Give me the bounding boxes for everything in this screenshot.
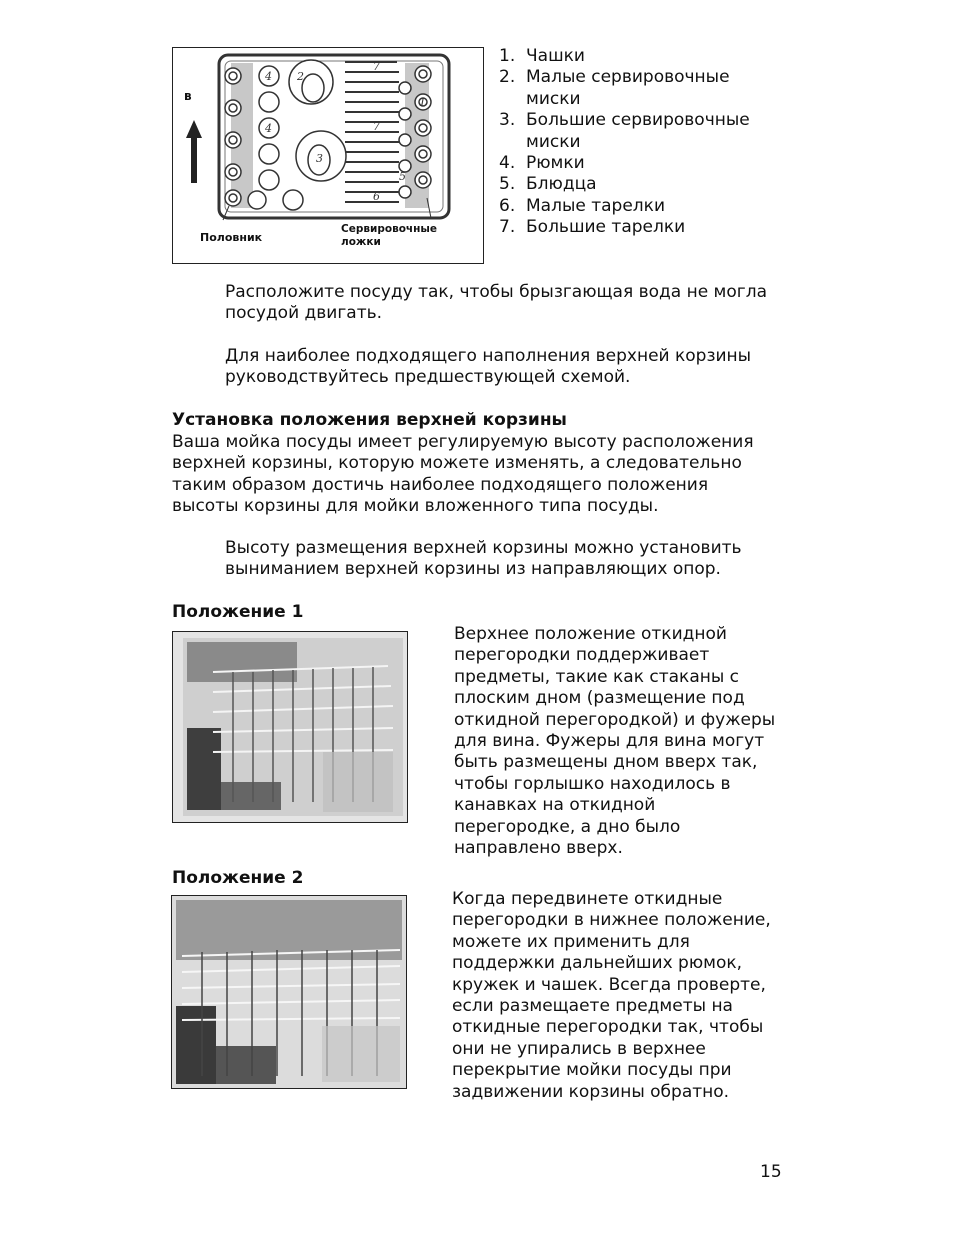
direction-label: в [184,89,192,103]
legend-item: 3. Большие сервировочные миски [499,110,750,152]
legend-item: 7. Большие тарелки [499,217,686,238]
basket-photo-1 [173,632,407,822]
diagram-number: 4 [265,70,272,83]
diagram-number: 3 [316,152,323,165]
position2-heading: Положение 2 [172,868,304,888]
position1-photo [172,631,408,823]
diagram-number: 4 [265,122,272,135]
legend-list [499,46,750,239]
legend-item: 6. Малые тарелки [499,195,665,216]
position1-text: Верхнее положение откидной перегородки поддерживает предметы, такие как стаканы с плоским дном (размещение под откидной перегородкой) и фужеры для вина. Фужеры для вина могут быть размещены дном вверх так, чтобы горлышко находилось в канавках на откидной перегородке, а дно было направлено вверх. [454,624,776,859]
diagram-number: 7 [373,120,380,133]
position2-photo [171,895,407,1089]
ladle-label: Половник [200,231,263,244]
arrange-paragraph: Расположите посуду так, чтобы брызгающая вода не могла посудой двигать. [225,282,767,324]
basket-photo-2 [172,896,406,1088]
legend-item: 4. Рюмки [499,153,585,174]
section-body: Ваша мойка посуды имеет регулируемую высоту расположения верхней корзины, которую можете изменять, а следовательно таким образом достичь наиболее подходящего положения высоты корзины для мойки вложенного типа посуды. [172,432,754,517]
page-number: 15 [760,1162,782,1182]
section-note: Высоту размещения верхней корзины можно установить выниманием верхней корзины из направляющих опор. [225,538,742,580]
legend-item: 1. Чашки [499,46,585,66]
diagram-number: 6 [373,190,380,203]
diagram-number: 7 [373,60,380,73]
position1-heading: Положение 1 [172,602,304,622]
legend-item: 5. Блюдца [499,174,597,195]
section-heading: Установка положения верхней корзины [172,410,567,430]
basket-loading-diagram [172,47,484,264]
position2-text: Когда передвинете откидные перегородки в нижнее положение, можете их применить для поддержки дальнейших рюмок, кружек и чашек. Всегда проверте, если размещаете предметы на откидные перегородки так, чтобы они не упирались в верхнее перекрытие мойки посуды при задвижении корзины обратно. [452,889,771,1102]
fill-hint-paragraph: Для наиболее подходящего наполнения верхней корзины руководствуйтесь предшествующей схемой. [225,346,752,388]
legend-item: 2. Малые сервировочные миски [499,67,730,109]
diagram-number: 2 [297,70,304,83]
serving-spoons-label: Сервировочные ложки [341,223,438,248]
diagram-number: 1 [419,96,426,109]
diagram-number: 5 [399,170,406,183]
